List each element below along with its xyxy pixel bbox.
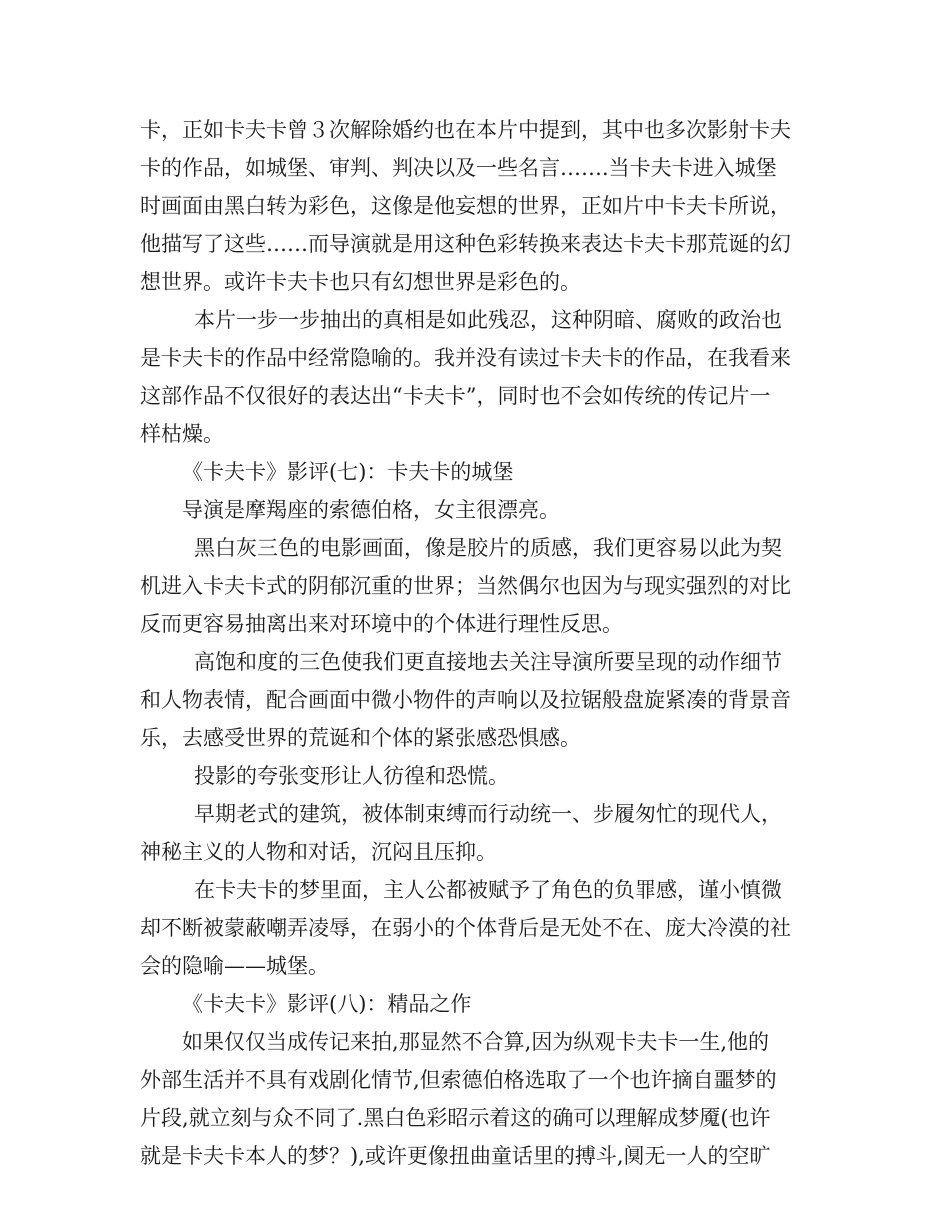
text-line: 和人物表情，配合画面中微小物件的声响以及拉锯般盘旋紧凑的背景音 <box>140 688 791 712</box>
paragraph-first-line: 本片一步一步抽出的真相是如此残忍，这种阴暗、腐败的政治也 <box>194 308 782 332</box>
text-line: 他描写了这些……而导演就是用这种色彩转换来表达卡夫卡那荒诞的幻 <box>140 232 791 256</box>
paragraph-first-line: 高饱和度的三色使我们更直接地去关注导演所要呈现的动作细节 <box>194 650 782 674</box>
text-line: 想世界。或许卡夫卡也只有幻想世界是彩色的。 <box>140 270 581 294</box>
text-line: 却不断被蒙蔽嘲弄凌辱，在弱小的个体背后是无处不在、庞大冷漠的社 <box>140 916 791 940</box>
text-line: 这部作品不仅很好的表达出“卡夫卡”，同时也不会如传统的传记片一 <box>140 384 771 408</box>
paragraph-first-line: 黑白灰三色的电影画面，像是胶片的质感，我们更容易以此为契 <box>194 536 782 560</box>
paragraph-first-line: 如果仅仅当成传记来拍,那显然不合算,因为纵观卡夫卡一生,他的 <box>182 1030 770 1054</box>
text-line: 反而更容易抽离出来对环境中的个体进行理性反思。 <box>140 612 623 636</box>
text-line: 是卡夫卡的作品中经常隐喻的。我并没有读过卡夫卡的作品，在我看来 <box>140 346 791 370</box>
paragraph-first-line: 导演是摩羯座的索德伯格，女主很漂亮。 <box>182 498 560 522</box>
paragraph-first-line: 早期老式的建筑，被体制束缚而行动统一、步履匆忙的现代人， <box>194 802 782 826</box>
paragraph-first-line: 投影的夸张变形让人彷徨和恐慌。 <box>194 764 509 788</box>
text-line: 片段,就立刻与众不同了.黑白色彩昭示着这的确可以理解成梦魇(也许 <box>140 1106 771 1130</box>
review-heading-7: 《卡夫卡》影评(七)：卡夫卡的城堡 <box>182 460 514 484</box>
text-line: 机进入卡夫卡式的阴郁沉重的世界；当然偶尔也因为与现实强烈的对比 <box>140 574 791 598</box>
review-heading-8: 《卡夫卡》影评(八)：精品之作 <box>182 992 472 1016</box>
text-line: 会的隐喻——城堡。 <box>140 954 329 978</box>
paragraph-first-line: 在卡夫卡的梦里面，主人公都被赋予了角色的负罪感，谨小慎微 <box>194 878 782 902</box>
text-line: 时画面由黑白转为彩色，这像是他妄想的世界，正如片中卡夫卡所说， <box>140 194 791 218</box>
text-line: 神秘主义的人物和对话，沉闷且压抑。 <box>140 840 497 864</box>
text-line: 卡，正如卡夫卡曾３次解除婚约也在本片中提到，其中也多次影射卡夫 <box>140 118 791 142</box>
text-line: 就是卡夫卡本人的梦？),或许更像扭曲童话里的搏斗,阒无一人的空旷 <box>140 1144 771 1168</box>
text-line: 外部生活并不具有戏剧化情节,但索德伯格选取了一个也许摘自噩梦的 <box>140 1068 777 1092</box>
text-line: 乐，去感受世界的荒诞和个体的紧张感恐惧感。 <box>140 726 581 750</box>
text-line: 样枯燥。 <box>140 422 224 446</box>
text-line: 卡的作品，如城堡、审判、判决以及一些名言…….当卡夫卡进入城堡 <box>140 156 777 180</box>
